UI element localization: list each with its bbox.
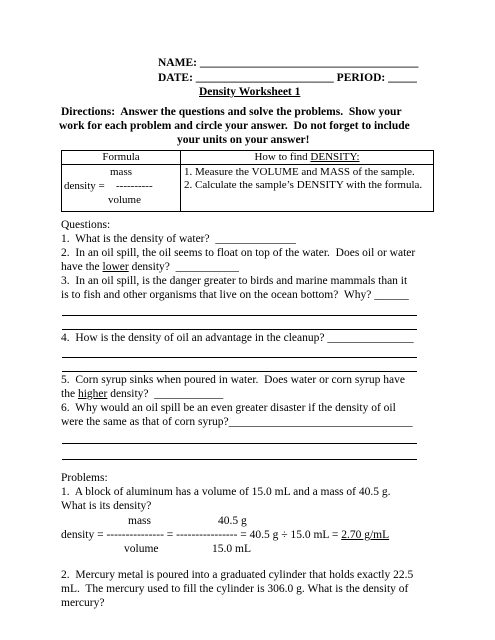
- problem-1-equation-text: density = --------------- = ---------------- = 40.5 g ÷ 15.0 mL =: [61, 529, 342, 541]
- problem-2-line-3: mercury?: [61, 597, 105, 609]
- question-6-line-2: were the same as that of corn syrup?________________________________: [61, 416, 413, 428]
- answer-line: [62, 443, 417, 444]
- answer-line: [62, 459, 417, 460]
- formula-numerator: mass: [110, 165, 132, 178]
- problem-1-equation: [61, 529, 389, 542]
- lower-keyword: lower: [102, 261, 129, 273]
- date-period-field-label: DATE: ________________________ PERIOD: _____: [158, 72, 417, 84]
- question-4: 4. How is the density of oil an advantage in the cleanup? _______________: [61, 332, 414, 344]
- question-2-suffix: density? ___________: [128, 261, 239, 273]
- directions-line-2: work for each problem and circle your answer. Do not forget to include: [59, 120, 410, 132]
- step-2: 2. Calculate the sample’s DENSITY with the formula.: [184, 179, 423, 191]
- question-2-line-1: 2. In an oil spill, the oil seems to float on top of the water. Does oil or water: [61, 247, 416, 259]
- formula-column-header: Formula: [62, 151, 181, 165]
- problem-1-line-1: 1. A block of aluminum has a volume of 15.0 mL and a mass of 40.5 g.: [61, 486, 391, 498]
- answer-line: [62, 371, 417, 372]
- how-to-find-column-header: [181, 151, 434, 165]
- problem-1-answer: 2.70 g/mL: [341, 529, 390, 541]
- formula-denominator: volume: [108, 193, 141, 206]
- question-6-line-1: 6. Why would an oil spill be an even greater disaster if the density of oil: [61, 402, 396, 414]
- question-3-line-1: 3. In an oil spill, is the danger greater to birds and marine mammals than it: [61, 275, 408, 287]
- problem-1-line-2: What is its density?: [61, 500, 152, 512]
- step-1: 1. Measure the VOLUME and MASS of the sample.: [184, 165, 415, 178]
- answer-line: [62, 315, 417, 316]
- question-5-line-2: [61, 388, 223, 401]
- directions-line-3: your units on your answer!: [177, 134, 310, 146]
- answer-line: [62, 329, 417, 330]
- density-keyword: DENSITY:: [310, 151, 360, 163]
- question-5-prefix: the: [61, 388, 78, 400]
- formula-table: [61, 150, 434, 212]
- problems-heading: Problems:: [61, 472, 108, 484]
- questions-heading: Questions:: [61, 219, 111, 231]
- question-5-line-1: 5. Corn syrup sinks when poured in water. Does water or corn syrup have: [61, 374, 405, 386]
- formula-cell: [62, 164, 181, 211]
- question-2-prefix: have the: [61, 261, 103, 273]
- problem-2-line-1: 2. Mercury metal is poured into a graduated cylinder that holds exactly 22.5: [61, 569, 414, 581]
- answer-line: [62, 357, 417, 358]
- problem-1-denominator-volume: volume: [124, 543, 159, 555]
- higher-keyword: higher: [77, 388, 108, 400]
- problem-1-denominator-value: 15.0 mL: [212, 543, 251, 555]
- problem-2-line-2: mL. The mercury used to fill the cylinder is 306.0 g. What is the density of: [61, 583, 409, 595]
- question-1: 1. What is the density of water? ______________: [61, 233, 296, 245]
- problem-1-numerator-value: 40.5 g: [218, 515, 247, 527]
- how-to-find-prefix: How to find: [254, 151, 311, 163]
- problem-1-numerator-mass: mass: [128, 515, 151, 527]
- question-5-suffix: density? ____________: [107, 388, 224, 400]
- question-3-line-2: is to fish and other organisms that live on the ocean bottom? Why? ______: [61, 289, 409, 301]
- name-field-label: NAME: ______________________________________: [158, 57, 419, 69]
- question-2-line-2: [61, 261, 239, 274]
- formula-left-side: density =: [64, 179, 105, 192]
- worksheet-title: Density Worksheet 1: [199, 86, 301, 98]
- steps-cell: [181, 164, 434, 211]
- directions-line-1: Directions: Answer the questions and solve the problems. Show your: [61, 106, 402, 118]
- formula-fraction-bar: ----------: [116, 179, 153, 192]
